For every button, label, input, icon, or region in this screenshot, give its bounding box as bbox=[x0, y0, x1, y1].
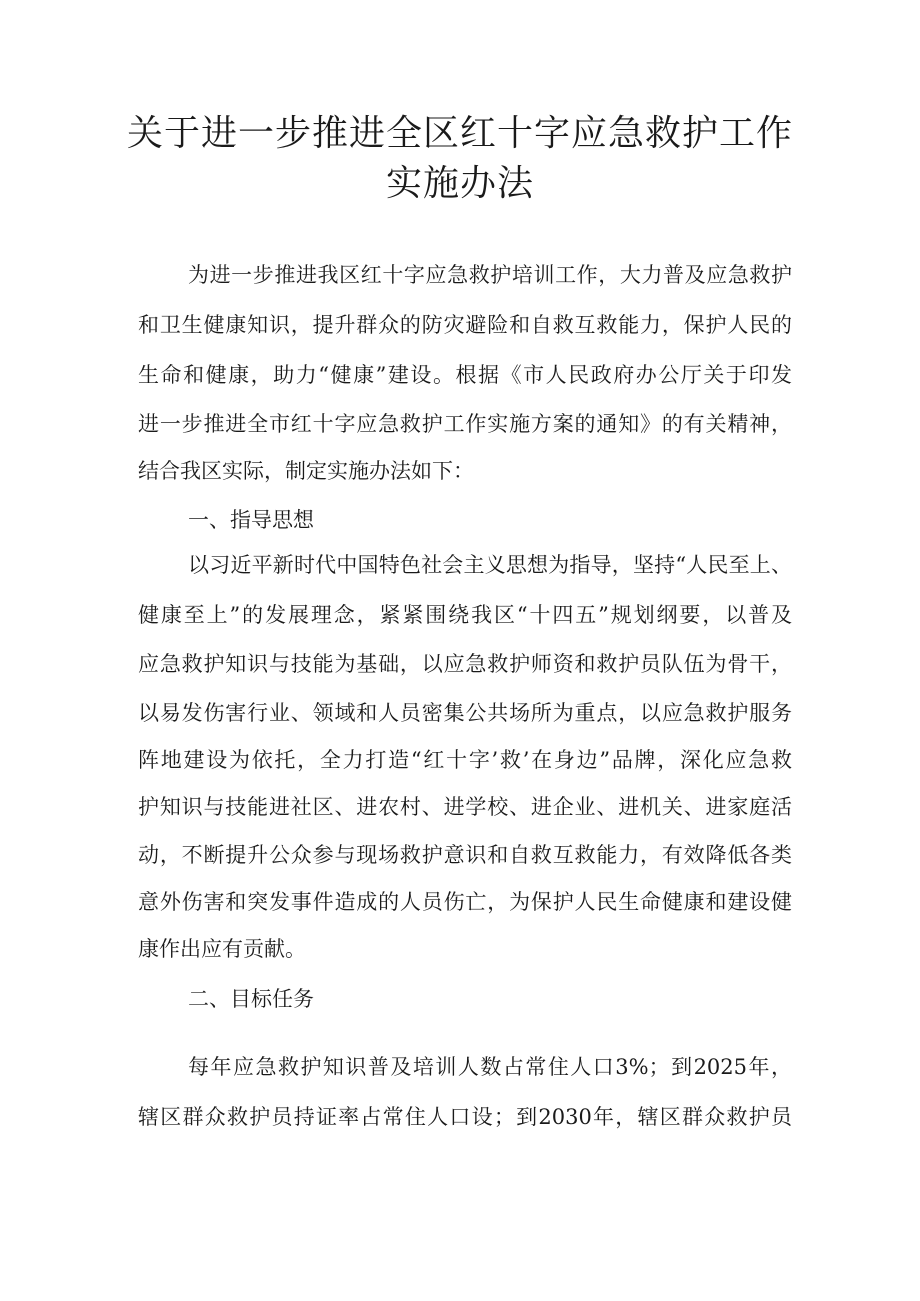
section-1-line-9: 康作出应有贡献。 bbox=[138, 937, 306, 961]
intro-line-1: 为进一步推进我区红十字应急救护培训工作，大力普及应急救护 bbox=[188, 263, 792, 287]
section-2-line-2: 辖区群众救护员持证率占常住人口设；到2030年，辖区群众救护员 bbox=[138, 1105, 792, 1129]
section-1-line-8: 意外伤害和突发事件造成的人员伤亡，为保护人民生命健康和建设健 bbox=[138, 890, 792, 914]
intro-line-4: 进一步推进全市红十字应急救护工作实施方案的通知》的有关精神， bbox=[138, 412, 792, 436]
intro-line-5: 结合我区实际，制定实施办法如下： bbox=[138, 459, 474, 483]
document-title-line-2: 实施办法 bbox=[385, 163, 534, 204]
section-1-line-7: 动，不断提升公众参与现场救护意识和自救互救能力，有效降低各类 bbox=[138, 843, 792, 867]
document-title-line-1: 关于进一步推进全区红十字应急救护工作 bbox=[126, 113, 793, 154]
section-1-line-2: 健康至上”的发展理念，紧紧围绕我区“十四五”规划纲要，以普及 bbox=[138, 603, 792, 627]
section-1-line-6: 护知识与技能进社区、进农村、进学校、进企业、进机关、进家庭活 bbox=[138, 795, 792, 819]
section-2-line-1: 每年应急救护知识普及培训人数占常住人口3%；到2025年， bbox=[188, 1055, 792, 1079]
section-1-line-5: 阵地建设为依托，全力打造“红十字’救’在身边”品牌，深化应急救 bbox=[138, 748, 792, 772]
intro-line-2: 和卫生健康知识，提升群众的防灾避险和自救互救能力，保护人民的 bbox=[138, 313, 792, 337]
section-1-line-3: 应急救护知识与技能为基础，以应急救护师资和救护员队伍为骨干， bbox=[138, 652, 792, 676]
section-1-line-1: 以习近平新时代中国特色社会主义思想为指导，坚持“人民至上、 bbox=[188, 553, 792, 577]
section-2-heading: 二、目标任务 bbox=[188, 987, 314, 1011]
section-1-heading: 一、指导思想 bbox=[188, 508, 314, 532]
section-1-line-4: 以易发伤害行业、领域和人员密集公共场所为重点，以应急救护服务 bbox=[138, 701, 792, 725]
intro-line-3: 生命和健康，助力“健康”建设。根据《市人民政府办公厅关于印发 bbox=[138, 363, 792, 387]
